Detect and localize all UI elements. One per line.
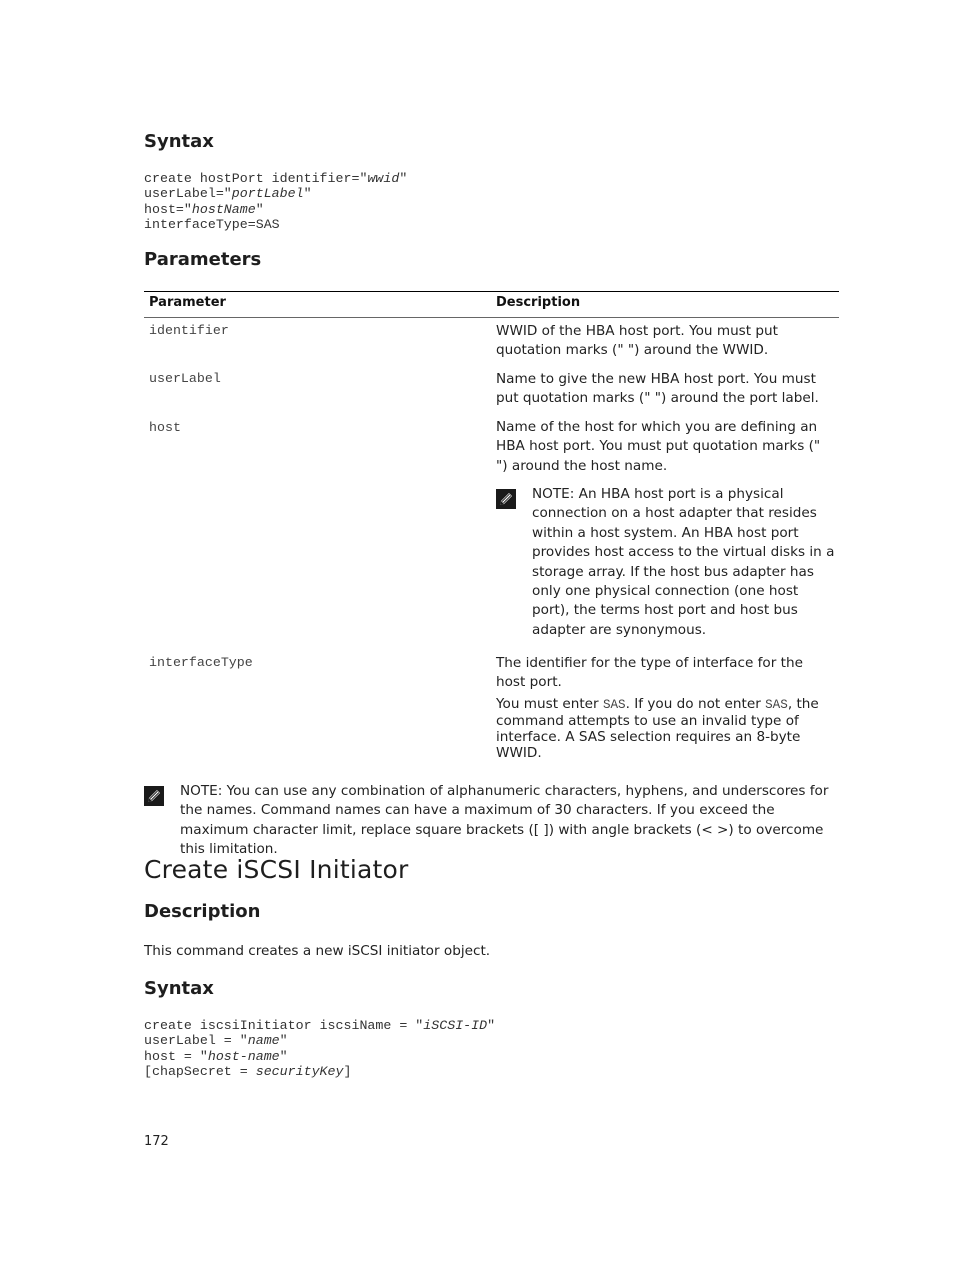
page-number: 172	[144, 1134, 169, 1149]
param-name: interfaceType	[149, 655, 253, 670]
param-description: Name of the host for which you are defining an HBA host port. You must put quotation marks (" ") around the host name.	[496, 419, 821, 474]
code-line: host = "host-name"	[144, 1048, 288, 1064]
parameters-heading: Parameters	[144, 249, 262, 270]
note-text: NOTE: An HBA host port is a physical connection on a host adapter that resides within a host system. An HBA host port provides host access to the virtual disks in a storage array. If the host bus adapter has only one physical connection (one host port), the terms host port and host bus adapter are synonymous.	[532, 486, 835, 638]
syntax-code-block	[144, 1018, 495, 1079]
note-label: NOTE:	[532, 486, 575, 502]
inline-code: SAS	[765, 698, 788, 712]
code-line: [chapSecret = securityKey]	[144, 1063, 352, 1079]
table-top-rule	[144, 291, 839, 292]
code-line: host="hostName"	[144, 201, 264, 217]
code-line: create iscsiInitiator iscsiName = "iSCSI-ID"	[144, 1018, 496, 1033]
code-line: interfaceType=SAS	[144, 216, 280, 232]
syntax-code-block	[144, 171, 407, 232]
code-line: create hostPort identifier="wwid"	[144, 171, 408, 186]
param-description: WWID of the HBA host port. You must put quotation marks (" ") around the WWID.	[496, 323, 778, 359]
param-name: host	[149, 420, 181, 435]
note-label: NOTE:	[180, 783, 223, 799]
syntax-heading: Syntax	[144, 131, 214, 152]
table-header-rule	[144, 317, 839, 318]
description-text: This command creates a new iSCSI initiator object.	[144, 943, 491, 959]
syntax-heading: Syntax	[144, 978, 214, 999]
param-description: The identifier for the type of interface for the host port.	[496, 655, 803, 691]
note-pencil-icon	[144, 786, 164, 806]
table-header-parameter: Parameter	[149, 295, 226, 310]
section-title: Create iSCSI Initiator	[144, 855, 409, 884]
param-name: userLabel	[149, 371, 221, 386]
inline-code: SAS	[602, 698, 626, 712]
param-description-extra: You must enter SAS. If you do not enter SAS, the command attempts to use an invalid type of interface. A SAS selection requires an 8-byte WWID.	[496, 696, 819, 761]
note-pencil-icon	[496, 489, 516, 509]
param-name: identifier	[149, 323, 229, 338]
code-line: userLabel="portLabel"	[144, 186, 312, 202]
note-text: NOTE: You can use any combination of alphanumeric characters, hyphens, and underscores for the names. Command names can have a maximum of 30 characters. If you exceed the maximum character limit, replace square brackets ([ ]) with angle brackets (< >) to overcome this limitation.	[180, 783, 829, 858]
code-line: userLabel = "name"	[144, 1033, 288, 1049]
description-heading: Description	[144, 901, 261, 922]
table-header-description: Description	[496, 295, 581, 310]
param-description: Name to give the new HBA host port. You must put quotation marks (" ") around the port label.	[496, 371, 819, 407]
